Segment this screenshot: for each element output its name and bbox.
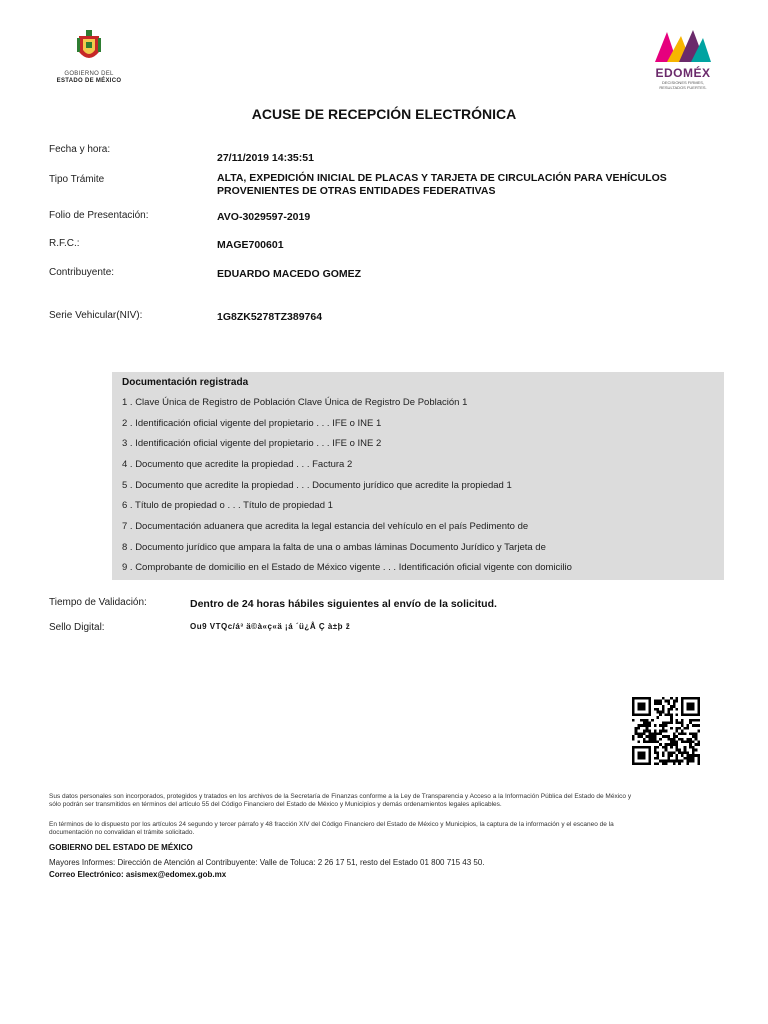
- documento-item: 3 . Identificación oficial vigente del propietario . . . IFE o INE 2: [122, 438, 382, 449]
- edomex-tagline-1: DECISIONES FIRMES,: [661, 80, 704, 85]
- footer-mail: Correo Electrónico: asismex@edomex.gob.mx: [49, 870, 227, 879]
- terms-line-2: documentación no convalidan el trámite solicitado.: [49, 829, 195, 836]
- edomex-mountains-icon: [653, 28, 713, 64]
- contribuyente-value: EDUARDO MACEDO GOMEZ: [217, 268, 362, 280]
- terms-line-1: En términos de lo dispuesto por los artículos 24 segundo y tercer párrafo y 48 fracción XIV del Código Financiero del Estado de México y Municipios, la captura de la información y el escaneo de la: [49, 821, 614, 828]
- niv-value: 1G8ZK5278TZ389764: [217, 311, 323, 323]
- validacion-value: Dentro de 24 horas hábiles siguientes al envío de la solicitud.: [190, 598, 497, 610]
- rfc-label: R.F.C.:: [49, 238, 80, 249]
- sello-label: Sello Digital:: [49, 622, 105, 633]
- documento-item: 9 . Comprobante de domicilio en el Estado de México vigente . . . Identificación oficial vigente con domicilio: [122, 562, 572, 573]
- documento-item: 6 . Título de propiedad o . . . Título de propiedad 1: [122, 500, 333, 511]
- tramite-value-1: ALTA, EXPEDICIÓN INICIAL DE PLACAS Y TARJETA DE CIRCULACIÓN PARA VEHÍCULOS: [217, 172, 667, 184]
- documento-item: 8 . Documento jurídico que ampara la falta de una o ambas láminas Documento Jurídico y Tarjeta de: [122, 542, 546, 553]
- qr-code-icon: [632, 697, 700, 765]
- documentacion-box: [112, 372, 724, 580]
- edomex-logo: [650, 28, 716, 90]
- documento-item: 7 . Documentación aduanera que acredita la legal estancia del vehículo en el país Pedimento de: [122, 521, 529, 532]
- footer-info: Mayores Informes: Dirección de Atención al Contribuyente: Valle de Toluca: 2 26 17 51, resto del Estado 01 800 715 43 50.: [49, 858, 485, 867]
- niv-label: Serie Vehicular(NIV):: [49, 310, 143, 321]
- documento-item: 4 . Documento que acredite la propiedad . . . Factura 2: [122, 459, 353, 470]
- footer-org: GOBIERNO DEL ESTADO DE MÉXICO: [49, 843, 193, 852]
- logo-line-1: GOBIERNO DEL: [64, 71, 114, 77]
- document-title: ACUSE DE RECEPCIÓN ELECTRÓNICA: [251, 106, 517, 122]
- coat-of-arms-icon: [75, 30, 103, 64]
- folio-label: Folio de Presentación:: [49, 210, 149, 221]
- privacy-line-1: Sus datos personales son incorporados, protegidos y tratados en los archivos de la Secretaría de Finanzas conforme a la Ley de Transparencia y Acceso a la Información Pública del Estado de México y: [49, 793, 632, 800]
- fecha-value: 27/11/2019 14:35:51: [217, 152, 314, 164]
- tramite-value-2: PROVENIENTES DE OTRAS ENTIDADES FEDERATIVAS: [217, 185, 496, 197]
- edomex-tagline-2: RESULTADOS FUERTES.: [659, 85, 707, 90]
- privacy-line-2: sólo podrán ser transmitidos en términos del artículo 55 del Código Financiero del Estado de México y Municipios y demás ordenamientos legales aplicables.: [49, 801, 502, 808]
- folio-value: AVO-3029597-2019: [217, 211, 311, 223]
- documento-item: 2 . Identificación oficial vigente del propietario . . . IFE o INE 1: [122, 418, 382, 429]
- sello-value: Ou9 VTQc/á³ ä©à«ç«ä ¡á ´ü¿Å Ç à±þ ž: [190, 622, 351, 631]
- documentacion-title: Documentación registrada: [122, 377, 249, 388]
- gobierno-logo: [49, 30, 129, 85]
- validacion-label: Tiempo de Validación:: [49, 597, 147, 608]
- edomex-brand: EDOMÉX: [655, 66, 711, 80]
- logo-line-2: ESTADO DE MÉXICO: [56, 78, 122, 84]
- fecha-label: Fecha y hora:: [49, 144, 111, 155]
- documento-item: 5 . Documento que acredite la propiedad . . . Documento jurídico que acredite la propiedad 1: [122, 480, 512, 491]
- rfc-value: MAGE700601: [217, 239, 284, 251]
- contribuyente-label: Contribuyente:: [49, 267, 115, 278]
- tramite-label: Tipo Trámite: [49, 174, 105, 185]
- documento-item: 1 . Clave Única de Registro de Población Clave Única de Registro De Población 1: [122, 397, 468, 408]
